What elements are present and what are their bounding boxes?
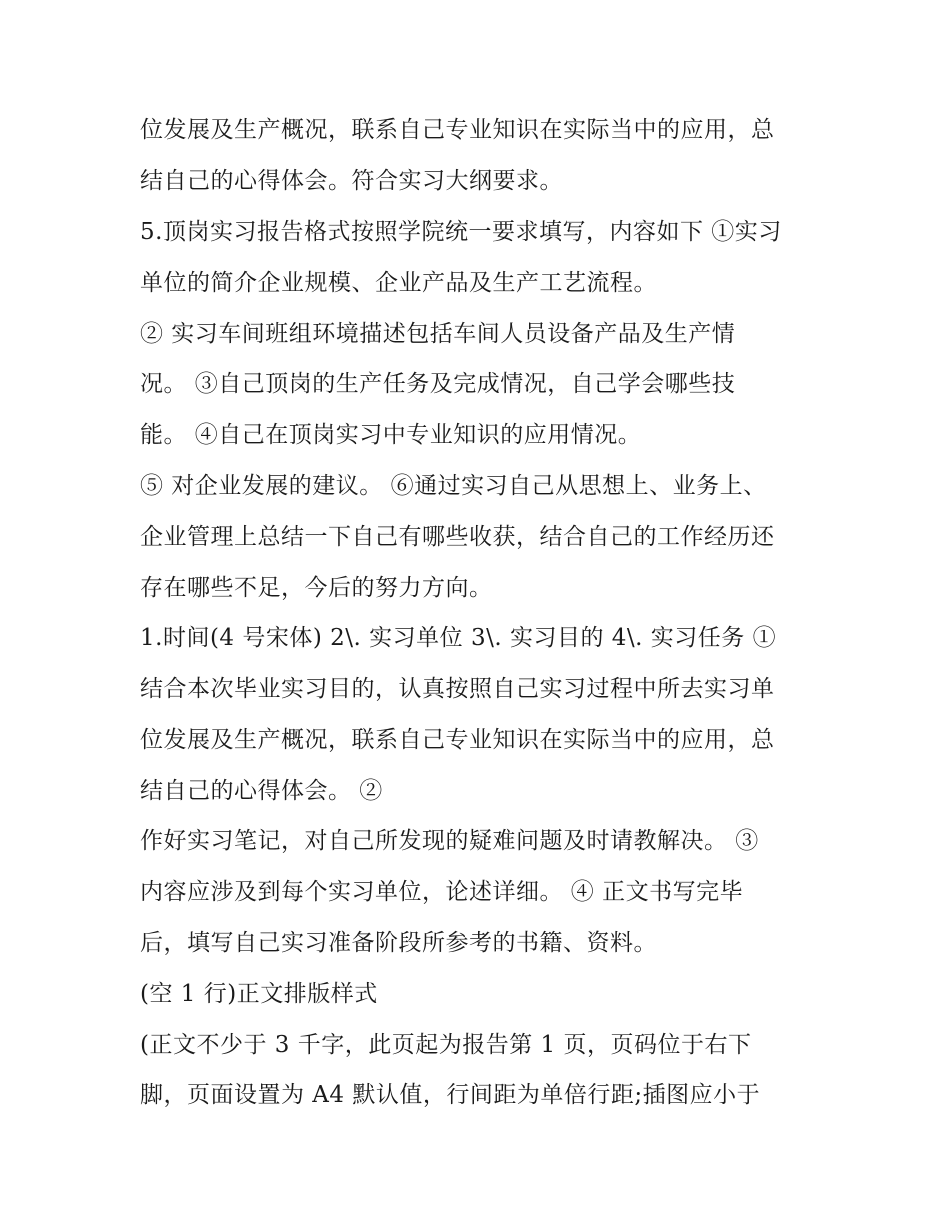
text-line: ⑤ 对企业发展的建议。 ⑥通过实习自己从思想上、业务上、 <box>140 473 767 499</box>
text-line: 内容应涉及到每个实习单位，论述详细。 ④ 正文书写完毕 <box>140 879 744 905</box>
text-line: 企业管理上总结一下自己有哪些收获，结合自己的工作经历还 <box>140 524 775 550</box>
text-line: (正文不少于 3 千字，此页起为报告第 1 页，页码位于右下 <box>140 1032 752 1058</box>
text-line: 位发展及生产概况，联系自己专业知识在实际当中的应用，总 <box>140 727 775 753</box>
text-line: (空 1 行)正文排版样式 <box>140 981 378 1007</box>
text-line: ② 实习车间班组环境描述包括车间人员设备产品及生产情 <box>140 321 736 347</box>
text-line: 5.顶岗实习报告格式按照学院统一要求填写，内容如下 ①实习 <box>140 219 782 245</box>
text-line: 后，填写自己实习准备阶段所参考的书籍、资料。 <box>140 930 657 956</box>
text-line: 单位的简介企业规模、企业产品及生产工艺流程。 <box>140 270 657 296</box>
text-line: 况。 ③自己顶岗的生产任务及完成情况，自己学会哪些技 <box>140 371 736 397</box>
text-line: 能。 ④自己在顶岗实习中专业知识的应用情况。 <box>140 422 642 448</box>
text-line: 位发展及生产概况，联系自己专业知识在实际当中的应用，总 <box>140 117 775 143</box>
text-line: 存在哪些不足，今后的努力方向。 <box>140 575 493 601</box>
text-line: 结自己的心得体会。符合实习大纲要求。 <box>140 168 563 194</box>
text-line: 结合本次毕业实习目的，认真按照自己实习过程中所去实习单 <box>140 676 775 702</box>
text-line: 1.时间(4 号宋体) 2\. 实习单位 3\. 实习目的 4\. 实习任务 ① <box>140 625 777 651</box>
text-line: 结自己的心得体会。 ② <box>140 778 383 804</box>
text-line: 脚，页面设置为 A4 默认值，行间距为单倍行距;插图应小于 <box>140 1082 761 1108</box>
text-line: 作好实习笔记，对自己所发现的疑难问题及时请教解决。 ③ <box>140 828 759 854</box>
